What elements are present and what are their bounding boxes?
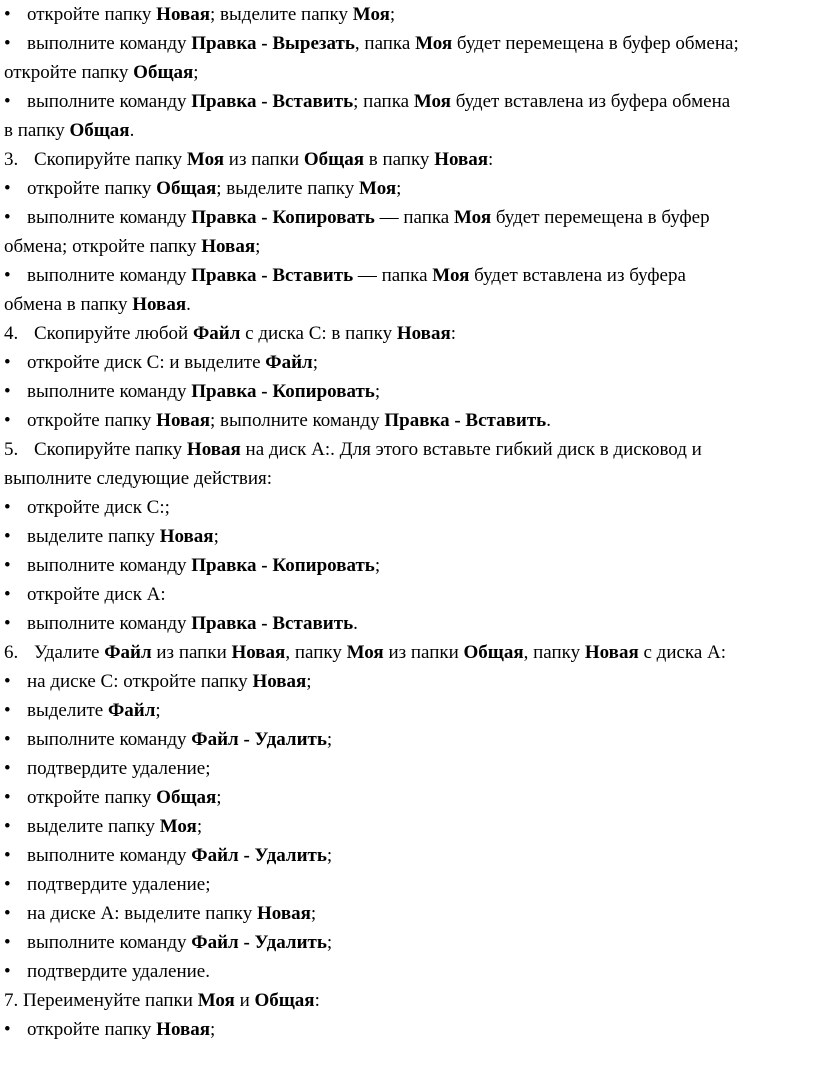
- bold-term: Правка - Копировать: [191, 381, 375, 402]
- text-run: откройте папку: [27, 410, 157, 431]
- bold-term: Моя: [454, 207, 492, 228]
- text-run: ; выделите папку: [210, 4, 353, 25]
- bullet-line: [0, 29, 816, 58]
- bullet-line: [0, 522, 816, 551]
- bold-term: Правка - Копировать: [191, 207, 375, 228]
- bold-term: Общая: [303, 149, 364, 170]
- bullet-line: [0, 841, 816, 870]
- text-run: подтвердите удаление;: [27, 874, 211, 895]
- bold-term: Правка - Вставить: [384, 410, 547, 431]
- text-run: ;: [216, 787, 222, 808]
- text-run: откройте папку: [27, 178, 157, 199]
- text-run: с диска С: в папку: [240, 323, 397, 344]
- bullet-marker: •: [4, 1019, 11, 1040]
- text-run: обмена в папку: [4, 294, 133, 315]
- bold-term: Правка - Вставить: [191, 613, 354, 634]
- bold-term: Файл: [107, 700, 156, 721]
- text-run: — папка: [353, 265, 433, 286]
- bold-term: Правка - Вставить: [191, 265, 354, 286]
- text-run: на диск А:. Для этого вставьте гибкий диск в дисковод и: [240, 439, 702, 460]
- bold-term: Моя: [352, 4, 390, 25]
- bold-term: Новая: [201, 236, 256, 257]
- bold-term: Правка - Копировать: [191, 555, 375, 576]
- text-run: ;: [210, 1019, 216, 1040]
- bullet-marker: •: [4, 845, 11, 866]
- bold-term: Моя: [432, 265, 470, 286]
- text-run: :: [488, 149, 494, 170]
- bold-term: Файл - Удалить: [191, 845, 327, 866]
- step-number: 6.: [4, 642, 19, 663]
- text-run: ;: [374, 555, 381, 576]
- bold-term: Новая: [231, 642, 286, 663]
- text-run: ;: [196, 816, 203, 837]
- text-run: из папки: [224, 149, 304, 170]
- text-run: , папку: [523, 642, 585, 663]
- bold-term: Файл - Удалить: [191, 729, 327, 750]
- text-run: ;: [213, 526, 219, 547]
- text-run: выполните команду: [27, 33, 192, 54]
- bold-term: Новая: [257, 903, 311, 924]
- bold-term: Моя: [413, 91, 451, 112]
- bullet-line: [0, 551, 816, 580]
- bold-term: Новая: [156, 4, 211, 25]
- text-run: ; выполните команду: [210, 410, 385, 431]
- step-number: 3.: [4, 149, 19, 170]
- bold-term: Правка - Вставить: [191, 91, 354, 112]
- bullet-line: [0, 754, 816, 783]
- text-run: выполните команду: [27, 207, 192, 228]
- bullet-line: [0, 696, 816, 725]
- bullet-line: [0, 783, 816, 812]
- continuation-line: [0, 986, 816, 1015]
- text-run: выполните команду: [27, 381, 192, 402]
- text-run: Скопируйте папку: [34, 439, 187, 460]
- text-run: откройте папку: [27, 1019, 157, 1040]
- bullet-line: [0, 870, 816, 899]
- bold-term: Новая: [434, 149, 489, 170]
- text-run: ;: [389, 4, 396, 25]
- bullet-line: [0, 899, 816, 928]
- numbered-step-line: [0, 638, 816, 667]
- text-run: 7. Переименуйте папки: [4, 990, 198, 1011]
- text-run: ;: [312, 352, 318, 373]
- numbered-step-line: [0, 435, 816, 464]
- bold-term: Новая: [252, 671, 307, 692]
- bullet-marker: •: [4, 903, 11, 924]
- bullet-line: [0, 348, 816, 377]
- text-run: с диска А:: [638, 642, 727, 663]
- bold-term: Общая: [463, 642, 524, 663]
- text-run: ; выделите папку: [216, 178, 360, 199]
- text-run: , папку: [285, 642, 347, 663]
- text-run: — папка: [374, 207, 454, 228]
- continuation-line: [0, 116, 816, 145]
- text-run: будет вставлена из буфера обмена: [450, 91, 731, 112]
- step-number: 4.: [4, 323, 19, 344]
- text-run: подтвердите удаление.: [27, 961, 210, 982]
- bullet-line: [0, 174, 816, 203]
- bold-term: Файл: [104, 642, 152, 663]
- bullet-marker: •: [4, 265, 11, 286]
- text-run: на диске С: откройте папку: [27, 671, 253, 692]
- text-run: ;: [374, 381, 381, 402]
- bold-term: Новая: [132, 294, 187, 315]
- text-run: :: [450, 323, 457, 344]
- bullet-line: [0, 406, 816, 435]
- continuation-line: [0, 290, 816, 319]
- text-run: откройте диск С: и выделите: [27, 352, 266, 373]
- bullet-marker: •: [4, 758, 11, 779]
- bullet-marker: •: [4, 932, 11, 953]
- bold-term: Моя: [415, 33, 453, 54]
- bullet-marker: •: [4, 555, 11, 576]
- bullet-line: [0, 580, 816, 609]
- bold-term: Моя: [346, 642, 384, 663]
- text-run: обмена; откройте папку: [4, 236, 202, 257]
- text-run: откройте папку: [27, 4, 157, 25]
- text-run: откройте диск А:: [27, 584, 166, 605]
- continuation-line: [0, 464, 816, 493]
- text-run: Удалите: [34, 642, 105, 663]
- bullet-marker: •: [4, 961, 11, 982]
- bullet-line: [0, 667, 816, 696]
- text-run: в папку: [4, 120, 70, 141]
- bullet-marker: •: [4, 410, 11, 431]
- bullet-line: [0, 203, 816, 232]
- bullet-line: [0, 812, 816, 841]
- text-run: ;: [255, 236, 261, 257]
- text-run: ;: [326, 932, 333, 953]
- bold-term: Новая: [584, 642, 639, 663]
- bullet-marker: •: [4, 729, 11, 750]
- text-run: из папки: [151, 642, 232, 663]
- bullet-marker: •: [4, 207, 11, 228]
- bold-term: Моя: [359, 178, 397, 199]
- bullet-line: [0, 87, 816, 116]
- text-run: выполните команду: [27, 265, 192, 286]
- text-run: .: [186, 294, 191, 315]
- text-run: ;: [306, 671, 312, 692]
- text-run: выделите: [27, 700, 108, 721]
- bullet-marker: •: [4, 874, 11, 895]
- text-run: выполните команду: [27, 555, 192, 576]
- text-run: откройте папку: [4, 62, 134, 83]
- bullet-marker: •: [4, 700, 11, 721]
- text-run: выполните следующие действия:: [4, 468, 273, 489]
- bullet-marker: •: [4, 352, 11, 373]
- text-run: выполните команду: [27, 845, 192, 866]
- bullet-marker: •: [4, 787, 11, 808]
- continuation-line: [0, 232, 816, 261]
- text-run: .: [546, 410, 551, 431]
- text-run: подтвердите удаление;: [27, 758, 211, 779]
- bold-term: Новая: [159, 526, 214, 547]
- text-run: .: [129, 120, 135, 141]
- bold-term: Файл: [265, 352, 313, 373]
- text-run: ;: [326, 729, 333, 750]
- text-run: ;: [193, 62, 199, 83]
- bold-term: Правка - Вырезать: [191, 33, 355, 54]
- numbered-step-line: [0, 145, 816, 174]
- text-run: выполните команду: [27, 932, 192, 953]
- bold-term: Новая: [186, 439, 241, 460]
- text-run: ;: [326, 845, 333, 866]
- text-run: Скопируйте папку: [34, 149, 187, 170]
- bullet-marker: •: [4, 381, 11, 402]
- text-run: будет перемещена в буфер: [491, 207, 710, 228]
- bold-term: Общая: [133, 62, 194, 83]
- bullet-line: [0, 609, 816, 638]
- bold-term: Общая: [156, 178, 217, 199]
- bold-term: Новая: [396, 323, 451, 344]
- text-run: ;: [396, 178, 402, 199]
- text-run: в папку: [363, 149, 435, 170]
- bullet-marker: •: [4, 91, 11, 112]
- bullet-marker: •: [4, 584, 11, 605]
- numbered-step-line: [0, 319, 816, 348]
- text-run: будет вставлена из буфера: [469, 265, 686, 286]
- text-run: выполните команду: [27, 91, 192, 112]
- bold-term: Общая: [69, 120, 130, 141]
- text-run: будет перемещена в буфер обмена;: [452, 33, 739, 54]
- bold-term: Моя: [159, 816, 197, 837]
- bullet-marker: •: [4, 816, 11, 837]
- text-run: :: [314, 990, 320, 1011]
- bold-term: Общая: [156, 787, 217, 808]
- bullet-line: [0, 261, 816, 290]
- bullet-line: [0, 377, 816, 406]
- bullet-marker: •: [4, 526, 11, 547]
- text-run: выделите папку: [27, 816, 160, 837]
- bold-term: Новая: [156, 410, 211, 431]
- text-run: ;: [155, 700, 161, 721]
- bullet-marker: •: [4, 671, 11, 692]
- text-run: .: [353, 613, 358, 634]
- text-run: ; папка: [353, 91, 414, 112]
- bullet-marker: •: [4, 497, 11, 518]
- bullet-line: [0, 0, 816, 29]
- text-run: откройте папку: [27, 787, 157, 808]
- text-run: откройте диск С:;: [27, 497, 170, 518]
- bullet-marker: •: [4, 4, 11, 25]
- bold-term: Файл: [192, 323, 241, 344]
- text-run: выполните команду: [27, 613, 192, 634]
- bullet-line: [0, 493, 816, 522]
- bullet-line: [0, 1015, 816, 1044]
- text-run: , папка: [354, 33, 416, 54]
- bullet-line: [0, 957, 816, 986]
- bullet-marker: •: [4, 613, 11, 634]
- bold-term: Общая: [254, 990, 315, 1011]
- step-number: 5.: [4, 439, 19, 460]
- bullet-line: [0, 725, 816, 754]
- text-run: выделите папку: [27, 526, 160, 547]
- continuation-line: [0, 58, 816, 87]
- text-run: ;: [310, 903, 317, 924]
- text-run: на диске А: выделите папку: [27, 903, 258, 924]
- bullet-marker: •: [4, 33, 11, 54]
- bold-term: Моя: [197, 990, 235, 1011]
- text-run: и: [234, 990, 255, 1011]
- bold-term: Файл - Удалить: [191, 932, 327, 953]
- bold-term: Новая: [156, 1019, 211, 1040]
- bullet-line: [0, 928, 816, 957]
- text-run: из папки: [383, 642, 464, 663]
- bold-term: Моя: [186, 149, 225, 170]
- text-run: выполните команду: [27, 729, 192, 750]
- text-run: Скопируйте любой: [34, 323, 193, 344]
- bullet-marker: •: [4, 178, 11, 199]
